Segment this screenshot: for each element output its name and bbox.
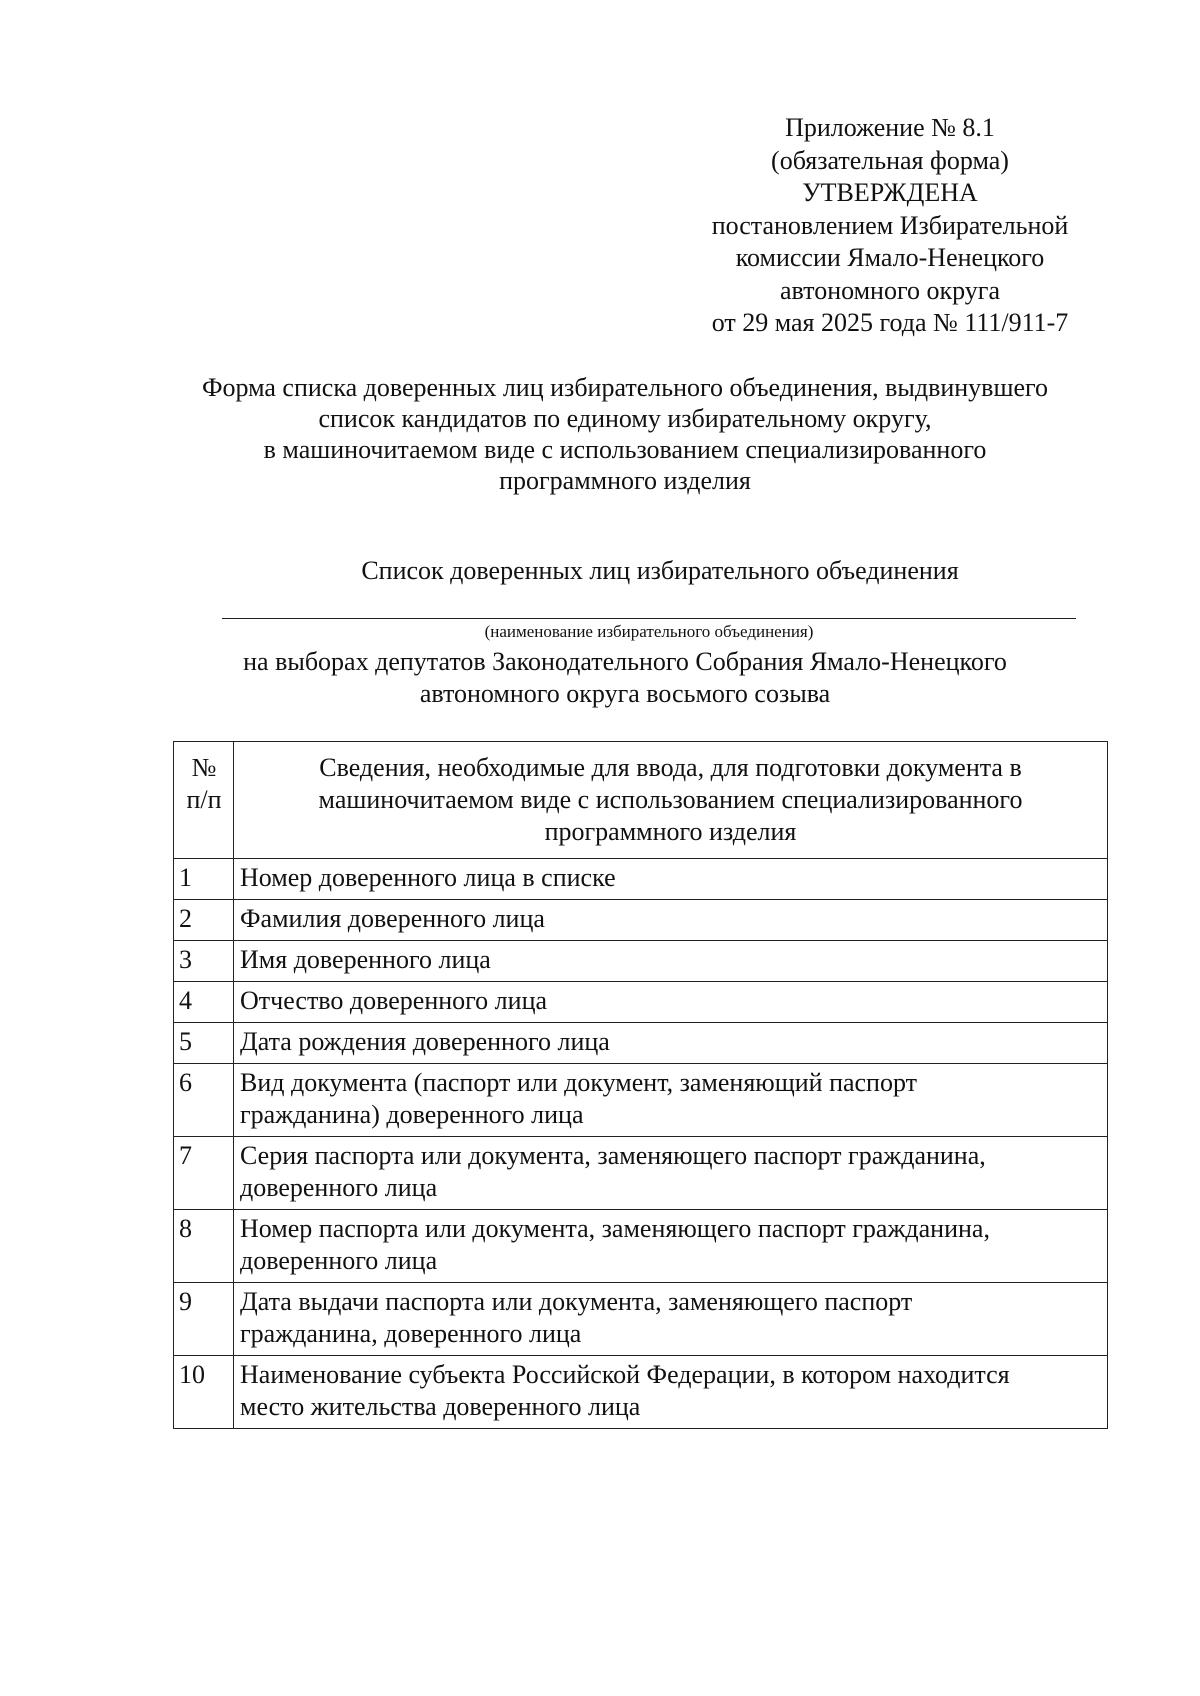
row-number: 8	[174, 1210, 234, 1283]
table-row	[174, 859, 1108, 900]
approval-line: от 29 мая 2025 года № 111/911-7	[711, 308, 1069, 337]
table-row	[174, 900, 1108, 941]
form-title-line: Форма списка доверенных лиц избирательного объединения, выдвинувшего	[201, 373, 1049, 402]
approval-line: комиссии Ямало-Ненецкого	[735, 243, 1045, 272]
elections-subtitle	[150, 646, 1100, 710]
header-text-line: Сведения, необходимые для ввода, для подготовки документа в	[319, 753, 1022, 782]
table-header-row	[174, 742, 1108, 859]
header-text-line: программного изделия	[544, 817, 797, 846]
row-number: 7	[174, 1137, 234, 1210]
approval-line: автономного округа	[780, 275, 1000, 305]
row-number: 3	[174, 941, 234, 982]
row-text-line: место жительства доверенного лица	[240, 1392, 641, 1421]
row-text-line: Номер доверенного лица в списке	[240, 863, 616, 892]
header-num-label: п/п	[186, 785, 222, 814]
row-text-line: доверенного лица	[240, 1173, 438, 1202]
table-row	[174, 941, 1108, 982]
row-number: 10	[174, 1356, 234, 1429]
row-text	[234, 941, 1108, 982]
header-text-cell	[234, 742, 1108, 859]
row-text	[234, 1023, 1108, 1064]
association-name-caption: (наименование избирательного объединения)	[484, 622, 814, 641]
row-text	[234, 1064, 1108, 1137]
row-text-line: Наименование субъекта Российской Федерации, в котором находится	[240, 1360, 1010, 1389]
form-title	[150, 372, 1100, 496]
row-number: 1	[174, 859, 234, 900]
header-num-cell	[174, 742, 234, 859]
row-text-line: Дата рождения доверенного лица	[240, 1027, 610, 1056]
table-row	[174, 1064, 1108, 1137]
table-row	[174, 1283, 1108, 1356]
table-row	[174, 1023, 1108, 1064]
row-text	[234, 1137, 1108, 1210]
row-text	[234, 1283, 1108, 1356]
row-text	[234, 1356, 1108, 1429]
row-text-line: Фамилия доверенного лица	[240, 904, 545, 933]
row-text-line: гражданина, доверенного лица	[240, 1319, 582, 1348]
form-title-line: в машиночитаемом виде с использованием специализированного	[263, 435, 987, 464]
approval-line: УТВЕРЖДЕНА	[802, 178, 978, 207]
row-number: 4	[174, 982, 234, 1023]
row-number: 2	[174, 900, 234, 941]
approval-line: (обязательная форма)	[771, 145, 1009, 175]
approval-line: Приложение № 8.1	[785, 113, 995, 142]
row-number: 5	[174, 1023, 234, 1064]
header-text-line: машиночитаемом виде с использованием специализированного	[318, 785, 1023, 814]
elections-line: автономного округа восьмого созыва	[419, 679, 831, 708]
table-row	[174, 1356, 1108, 1429]
row-text-line: Отчество доверенного лица	[240, 986, 548, 1015]
row-text-line: доверенного лица	[240, 1246, 438, 1275]
list-title: Список доверенных лиц избирательного объединения	[361, 556, 959, 585]
table-row	[174, 982, 1108, 1023]
elections-line: на выборах депутатов Законодательного Собрания Ямало-Ненецкого	[243, 647, 1007, 676]
form-title-line: программного изделия	[499, 466, 751, 495]
row-text-line: Номер паспорта или документа, заменяющего паспорт гражданина,	[240, 1214, 990, 1243]
table-row	[174, 1210, 1108, 1283]
association-name-line	[222, 618, 1076, 619]
row-text-line: Вид документа (паспорт или документ, заменяющий паспорт	[240, 1068, 917, 1097]
row-text-line: Дата выдачи паспорта или документа, заменяющего паспорт	[240, 1287, 913, 1316]
row-number: 9	[174, 1283, 234, 1356]
row-text-line: Имя доверенного лица	[240, 945, 491, 974]
approval-block	[680, 112, 1100, 340]
fields-table	[173, 741, 1108, 1429]
row-text-line: гражданина) доверенного лица	[240, 1100, 584, 1129]
row-text	[234, 982, 1108, 1023]
row-text-line: Серия паспорта или документа, заменяющего паспорт гражданина,	[240, 1141, 986, 1170]
row-text	[234, 900, 1108, 941]
row-text	[234, 1210, 1108, 1283]
form-title-line: список кандидатов по единому избирательному округу,	[318, 404, 932, 433]
row-text	[234, 859, 1108, 900]
approval-line: постановлением Избирательной	[711, 210, 1069, 240]
row-number: 6	[174, 1064, 234, 1137]
header-num-symbol: №	[191, 753, 217, 782]
table-row	[174, 1137, 1108, 1210]
